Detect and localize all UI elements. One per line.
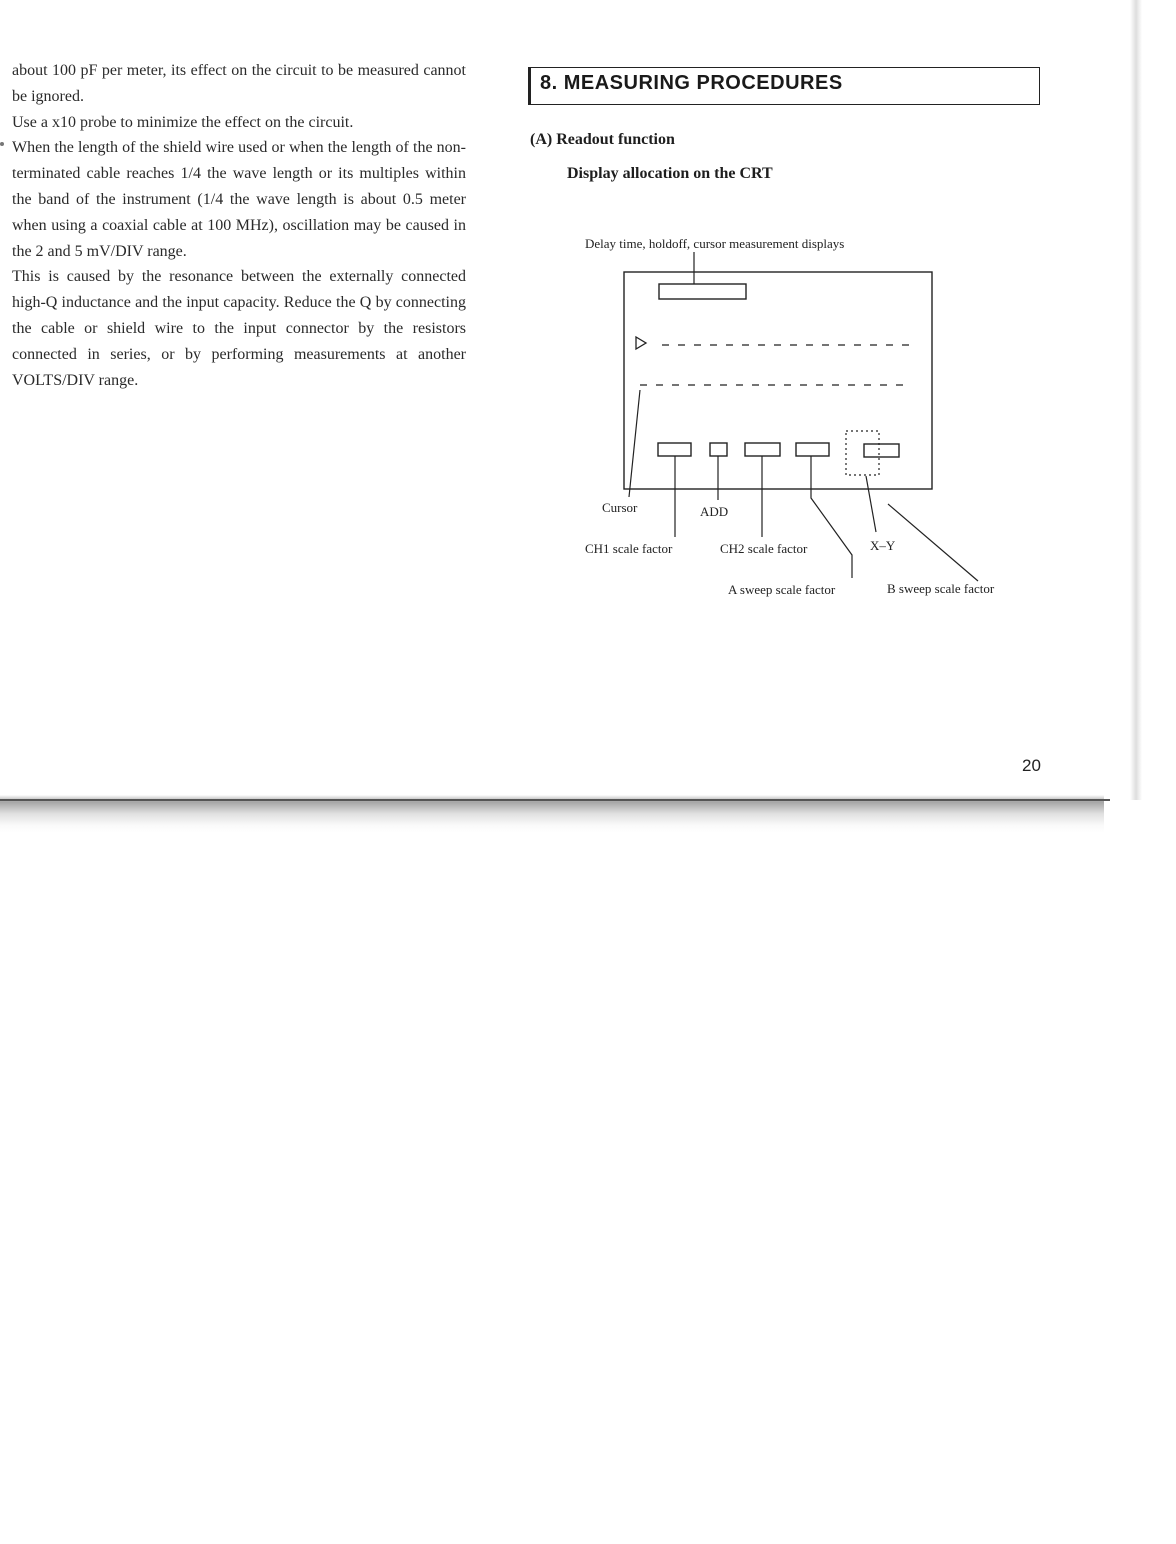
page-number: 20 bbox=[1022, 756, 1041, 775]
readout-box-a-sweep bbox=[796, 443, 829, 456]
readout-box-ch1 bbox=[658, 443, 691, 456]
readout-box-add bbox=[710, 443, 727, 456]
paragraph-capacitance: about 100 pF per meter, its effect on the circuit to be measured cannot be ignored. bbox=[12, 62, 466, 105]
leader-xy bbox=[866, 476, 876, 532]
readout-box-b-sweep bbox=[864, 444, 899, 457]
readout-box-xy-dotted bbox=[846, 431, 879, 475]
label-a-sweep-scale-factor: A sweep scale factor bbox=[728, 582, 836, 597]
paragraph-resonance: This is caused by the resonance between the externally connected high-Q inductance and the input capacity. Reduce the Q by connecting the cable or shield wire to the input connector by the resistors connected in series, or by performing measurements at another VOLTS/DIV range. bbox=[12, 268, 466, 389]
cursor-triangle-icon bbox=[636, 337, 646, 349]
section-heading: 8. MEASURING PROCEDURES bbox=[528, 67, 1040, 105]
label-delay-time: Delay time, holdoff, cursor measurement displays bbox=[585, 236, 845, 251]
label-x-y: X–Y bbox=[870, 538, 896, 553]
page-right-edge-shadow bbox=[1130, 0, 1142, 800]
label-ch1-scale-factor: CH1 scale factor bbox=[585, 541, 673, 556]
paragraph-probe: Use a x10 probe to minimize the effect on the circuit. bbox=[12, 113, 354, 131]
page-bottom-edge-line bbox=[0, 799, 1110, 801]
label-add: ADD bbox=[700, 504, 729, 519]
label-cursor: Cursor bbox=[602, 500, 638, 515]
paragraph-cable-length: When the length of the shield wire used or when the length of the non-terminated cable reaches 1/4 the wave length or its multiples within the band of the instrument (1/4 the wave length is about 0.5 meter when using a coaxial cable at 100 MHz), oscillation may be caused in the 2 and 5 mV/DIV range. bbox=[12, 139, 466, 260]
leader-b-sweep bbox=[888, 504, 978, 581]
label-b-sweep-scale-factor: B sweep scale factor bbox=[887, 581, 995, 596]
subsection-title: (A) Readout function bbox=[530, 131, 675, 148]
label-ch2-scale-factor: CH2 scale factor bbox=[720, 541, 808, 556]
readout-box-top bbox=[659, 284, 746, 299]
readout-box-ch2 bbox=[745, 443, 780, 456]
leader-cursor bbox=[629, 390, 640, 497]
subsection-subtitle: Display allocation on the CRT bbox=[567, 165, 773, 182]
